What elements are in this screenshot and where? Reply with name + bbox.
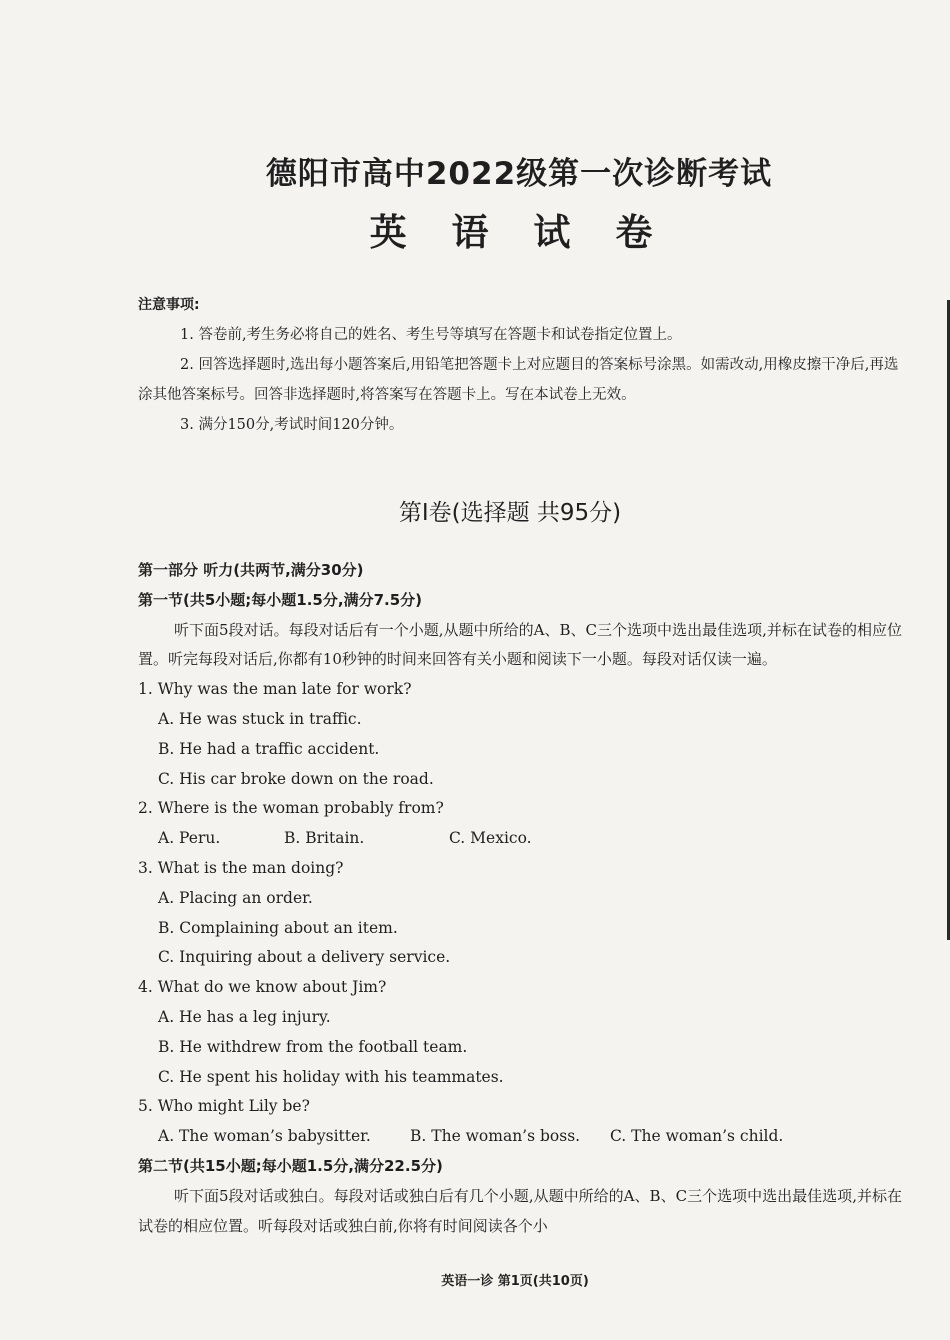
question-1-option-c: C. His car broke down on the road. bbox=[158, 769, 434, 788]
section-title: 第Ⅰ卷(选择题 共95分) bbox=[398, 500, 622, 526]
page-footer: 英语一诊 第1页(共10页) bbox=[441, 1274, 589, 1289]
question-2: 2. Where is the woman probably from? bbox=[138, 799, 444, 818]
question-1-option-b: B. He had a traffic accident. bbox=[158, 739, 380, 758]
question-4-option-b: B. He withdrew from the football team. bbox=[158, 1037, 468, 1056]
notice-item-3: 3. 满分150分,考试时间120分钟。 bbox=[180, 417, 404, 433]
question-3-option-b: B. Complaining about an item. bbox=[158, 918, 398, 937]
question-5-option-a: A. The woman’s babysitter. bbox=[158, 1127, 371, 1146]
section2-instructions: 听下面5段对话或独白。每段对话或独白后有几个小题,从题中所给的A、B、C三个选项中选出最佳选项,并标在试卷的相应位置。听每段对话或独白前,你将有时间阅读各个小 bbox=[138, 1186, 902, 1235]
exam-title: 德阳市高中2022级第一次诊断考试 bbox=[265, 156, 773, 192]
question-3-option-c: C. Inquiring about a delivery service. bbox=[158, 948, 451, 967]
question-5-option-b: B. The woman’s boss. bbox=[410, 1127, 581, 1146]
notice-block bbox=[138, 290, 902, 440]
question-5: 5. Who might Lily be? bbox=[138, 1097, 310, 1116]
notice-heading: 注意事项: bbox=[138, 297, 200, 313]
question-2-option-b: B. Britain. bbox=[284, 829, 365, 848]
question-1-option-a: A. He was stuck in traffic. bbox=[158, 709, 362, 728]
notice-item-1: 1. 答卷前,考生务必将自己的姓名、考生号等填写在答题卡和试卷指定位置上。 bbox=[180, 327, 682, 343]
section1-instructions: 听下面5段对话。每段对话后有一个小题,从题中所给的A、B、C三个选项中选出最佳选项,并标在试卷的相应位置。听完每段对话后,你都有10秒钟的时间来回答有关小题和阅读下一小题。每段对话仅读一遍。 bbox=[138, 620, 902, 669]
question-3-option-a: A. Placing an order. bbox=[158, 888, 313, 907]
section1-heading: 第一节(共5小题;每小题1.5分,满分7.5分) bbox=[138, 590, 422, 609]
notice-item-2: 2. 回答选择题时,选出每小题答案后,用铅笔把答题卡上对应题目的答案标号涂黑。如需改动,用橡皮擦干净后,再选涂其他答案标号。回答非选择题时,将答案写在答题卡上。写在本试卷上无效。 bbox=[138, 357, 899, 403]
section2-heading: 第二节(共15小题;每小题1.5分,满分22.5分) bbox=[138, 1156, 443, 1175]
question-4-option-c: C. He spent his holiday with his teammates. bbox=[158, 1067, 504, 1086]
question-1: 1. Why was the man late for work? bbox=[138, 680, 412, 699]
question-4-option-a: A. He has a leg injury. bbox=[158, 1007, 331, 1026]
part1-heading: 第一部分 听力(共两节,满分30分) bbox=[138, 561, 364, 579]
question-2-option-c: C. Mexico. bbox=[449, 829, 532, 848]
question-5-options bbox=[138, 1122, 902, 1152]
question-4: 4. What do we know about Jim? bbox=[138, 978, 387, 997]
question-5-option-c: C. The woman’s child. bbox=[610, 1127, 784, 1146]
question-2-options bbox=[138, 824, 902, 854]
question-2-option-a: A. Peru. bbox=[158, 829, 221, 848]
exam-subtitle: 英 语 试 卷 bbox=[369, 211, 669, 254]
listening-part bbox=[138, 556, 902, 1241]
question-3: 3. What is the man doing? bbox=[138, 858, 344, 877]
